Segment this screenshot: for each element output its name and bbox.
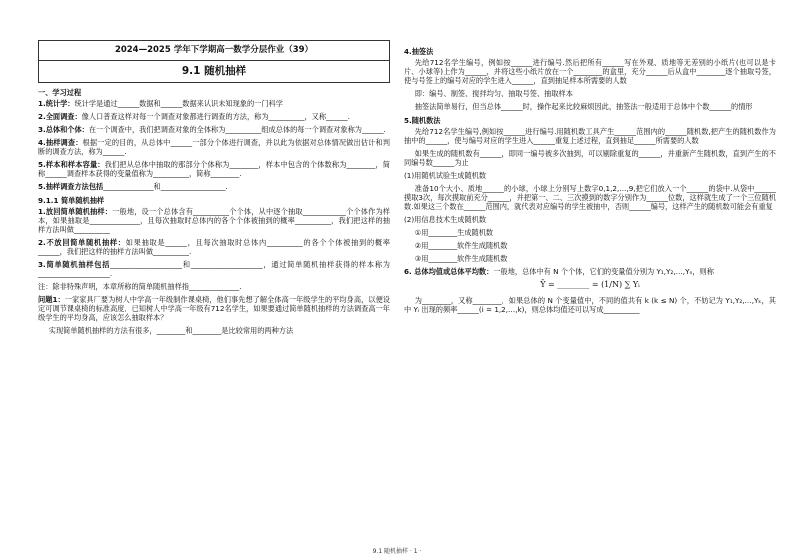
item-head: 5.样本和样本容量： <box>38 159 105 169</box>
population-mean-item <box>404 267 776 276</box>
lottery-steps: 即：编号、制签、搅拌均匀、抽取号签、抽取样本 <box>414 89 573 98</box>
section-heading: 一、学习过程 <box>38 87 82 97</box>
lottery-heading: 4.抽签法 <box>404 47 434 56</box>
item-head: 2.全面调查： <box>38 111 82 121</box>
right-column <box>404 42 776 318</box>
item-head: 5.抽样调查方法包括 <box>38 181 104 191</box>
item-text: 统计学是通过______数据和______数据来认识未知现象的一门科学 <box>74 98 283 108</box>
item-head: 4.抽样调查： <box>38 137 83 147</box>
item-srs-types <box>38 260 390 278</box>
item-sampling-survey <box>38 138 390 156</box>
item-statistics <box>38 99 390 108</box>
item-text: 根据一定的目的，从总体中______一部分个体进行调查，并以此为依据对总体情况做出估计和判断的调查方法，称为______. <box>38 137 390 156</box>
section-title: 9.1 随机抽样 <box>39 60 389 82</box>
item-sample-size <box>38 160 390 178</box>
random-number-heading: 5.随机数法 <box>404 116 441 125</box>
worksheet-title: 2024—2025 学年下学期高一数学分层作业（39） <box>114 45 314 55</box>
problem-text: 一家家具厂要为树人中学高一年级制作课桌椅，他们事先想了解全体高一年级学生的平均身高，以便设定可调节课桌椅的标准高度．已知树人中学高一年级有712名学生，如果要通过简单随机抽样的方法调查高一年级学生的平均身高，应该怎么抽取样本？ <box>38 294 390 322</box>
item-population <box>38 125 390 134</box>
item-note: 注：除非特殊声明，本章所称的简单随机抽样指______________. <box>38 281 242 291</box>
it-option-1: ①用________生成随机数 <box>414 228 494 237</box>
item-head: 1.放回简单随机抽样： <box>38 206 113 216</box>
item-text: 像人口普查这样对每一个调查对象都进行调查的方法，称为__________，又称______. <box>81 111 350 121</box>
random-experiment-heading: (1)用随机试验生成随机数 <box>404 171 487 180</box>
random-experiment-text: 准备10个大小、质地______的小球，小球上分别写上数字0,1,2,…,9,把它们放入一个______的袋中.从袋中______摸取3次，每次摸取前充分______，并把第一、二、三次摸到的数字分别作为______位数，这样就生成了一个三位随机数.如果这三个数在______范围内，就代表对应编号的学生被抽中，否则______编号，这样产生的随机数可能会有重复 <box>404 184 776 211</box>
item-sampling-methods <box>38 182 390 191</box>
random-number-text: 先给712名学生编号,例如按______进行编号.用随机数工具产生______范围内的______随机数,把产生的随机数作为抽中的______，使与编号对应的学生进入______重复上述过程，直到抽足______所需要的人数 <box>404 127 776 145</box>
item-methods: 实现简单随机抽样的方法有很多，________和________是比较常用的两种方法 <box>48 325 294 335</box>
population-mean-text: 为________，又称________．如果总体的 N 个变量值中，不同的值共有 k (k ≤ N) 个，不妨记为 Y₁,Y₂,…,Yₖ，其中 Yᵢ 出现的频率______(i = 1,2,…,k)，则总体均值还可以写成__________ <box>404 296 776 314</box>
it-option-3: ③用________软件生成随机数 <box>414 254 508 263</box>
it-option-2: ②用________软件生成随机数 <box>414 241 508 250</box>
lottery-note: 抽签法简单易行，但当总体______时，操作起来比较麻烦因此，抽签法一般适用于总体中个数______的情形 <box>414 102 753 111</box>
problem-head: 问题1： <box>38 294 65 304</box>
item-text: 我们把从总体中抽取的那部分个体称为________，样本中包含的个体数称为________，简称______调查样本获得的变量值称为__________，简称________. <box>38 159 390 178</box>
item-census <box>38 112 390 121</box>
item-text: 如果抽取是______，且每次抽取时总体内__________的各个个体被抽到的概率______，我们把这样的抽样方法叫做__________. <box>38 237 390 256</box>
item-text: 一般地，总体中有 N 个个体，它们的变量值分别为 Y₁,Y₂,…,Yₙ，则称 <box>493 267 714 276</box>
lottery-text: 先给712名学生编号，例如按______进行编号.然后把所有______写在外观、质地等无差别的小纸片(也可以是卡片、小球等)上作为______，并将这些小纸片放在一个________的盒里，充分______后从盒中________逐个抽取号签，使与号签上的编号对应的学生进入______，直到抽足样本所需要的人数 <box>404 58 776 85</box>
subsection-heading: 9.1.1 简单随机抽样 <box>38 195 105 205</box>
problem-1 <box>38 295 390 322</box>
item-text: ____________________和____________________，通过简单随机抽样获得的样本称为____________________. <box>38 259 390 278</box>
page-footer: 9.1 随机抽样 · 1 · <box>372 548 422 555</box>
mean-formula: Ȳ = ________ = (1/N) ∑ Yᵢ <box>540 280 640 289</box>
title-box <box>38 40 390 83</box>
item-without-replacement <box>38 238 390 256</box>
it-heading: (2)用信息技术生成随机数 <box>404 215 487 224</box>
item-head: 2.不放回简单随机抽样： <box>38 237 126 247</box>
item-with-replacement <box>38 207 390 234</box>
item-text: 在一个调查中，我们把调查对象的全体称为__________组成总体的每一个调查对象称为______. <box>88 124 386 134</box>
left-column <box>38 40 390 339</box>
item-head: 3.总体和个体： <box>38 124 89 134</box>
item-head: 6. 总体均值或总体平均数： <box>404 267 494 276</box>
item-head: 3.简单随机抽样包括 <box>38 259 111 269</box>
item-text: 一般地，设一个总体含有__________个个体，从中逐个抽取____________个个体作为样本，如果抽取是______________，且每次抽取时总体内的各个个体被抽到的概率__________，我们把这样的抽样方法叫做__________ <box>38 206 390 234</box>
item-text: ______________和__________________. <box>103 181 228 191</box>
random-number-repeat: 如果生成的随机数有______，即同一编号被多次抽到，可以剔除重复的______，并重新产生随机数，直到产生的不同编号数______为止 <box>404 149 776 167</box>
item-head: 1.统计学： <box>38 98 75 108</box>
